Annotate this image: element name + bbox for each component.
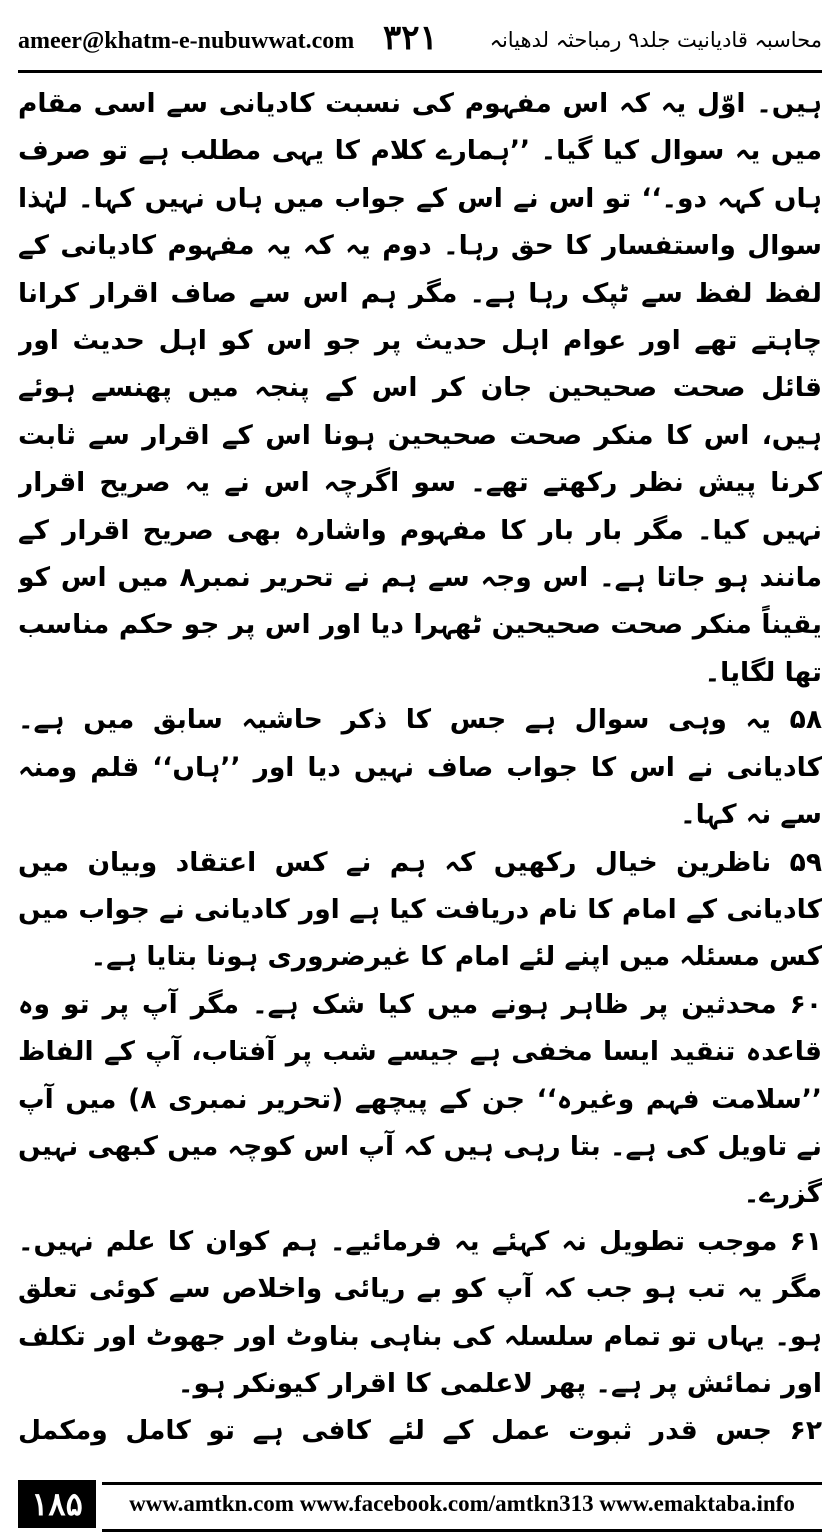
header-rule	[18, 70, 822, 73]
footer-page-number: ۱۸۵	[18, 1480, 96, 1528]
footer-links: www.amtkn.com www.facebook.com/amtkn313 www.emaktaba.info	[102, 1482, 822, 1532]
book-page-number: ۳۲۱	[383, 18, 438, 58]
footnote-61: ۶۱ موجب تطویل نہ کہئے یہ فرمائیے۔ ہم کوان کا علم نہیں۔ مگر یہ تب ہو جب کہ آپ کو بے ریائی واخلاص سے کوئی تعلق ہو۔ یہاں تو تمام سلسلہ کی بناہی بناوٹ اور جھوٹ اور تکلف اور نمائش پر ہے۔ پھر لاعلمی کا اقرار کیونکر ہو۔	[18, 1225, 822, 1399]
running-title: محاسبہ قادیانیت جلد۹ رمباحثہ لدھیانہ	[489, 28, 822, 52]
footnote-60: ۶۰ محدثین پر ظاہر ہونے میں کیا شک ہے۔ مگر آپ پر تو وہ قاعدہ تنقید ایسا مخفی ہے جیسے شب پر آفتاب، آپ کے الفاظ ’’سلامت فہم وغیرہ‘‘ جن کے پیچھے (تحریر نمبری ۸) میں آپ نے تاویل کی ہے۔ بتا رہی ہیں کہ آپ اس کوچہ میں کبھی نہیں گزرے۔	[18, 988, 822, 1210]
footnote-62: ۶۲ جس قدر ثبوت عمل کے لئے کافی ہے تو کامل ومکمل	[18, 1415, 822, 1447]
footnote-59: ۵۹ ناظرین خیال رکھیں کہ ہم نے کس اعتقاد وبیان میں کادیانی کے امام کا نام دریافت کیا ہے اور کادیانی نے جواب میں کس مسئلہ میں اپنے لئے امام کا غیرضروری ہونا بتایا ہے۔	[18, 846, 822, 973]
page-body	[18, 80, 822, 1450]
page-footer	[18, 1480, 822, 1528]
footnote-58: ۵۸ یہ وہی سوال ہے جس کا ذکر حاشیہ سابق میں ہے۔ کادیانی نے اس کا جواب صاف نہیں دیا اور ’’ہاں‘‘ قلم ومنہ سے نہ کہا۔	[18, 704, 822, 831]
header-email: ameer@khatm-e-nubuwwat.com	[18, 28, 355, 54]
page-header	[18, 14, 822, 72]
paragraph-continuation: ہیں۔ اوّل یہ کہ اس مفہوم کی نسبت کادیانی سے اسی مقام میں یہ سوال کیا گیا۔ ’’ہمارے کلام کا یہی مطلب ہے تو صرف ہاں کہہ دو۔‘‘ تو اس نے اس کے جواب میں ہاں نہیں کہا۔ لہٰذا سوال واستفسار کا حق رہا۔ دوم یہ کہ یہ مفہوم کادیانی کے لفظ لفظ سے ٹپک رہا ہے۔ مگر ہم اس سے صاف اقرار کرانا چاہتے تھے اور عوام اہل حدیث پر جو اس کو اہل حدیث اور قائل صحت صحیحین جان کر اس کے پنجہ میں پھنسے ہوئے ہیں، اس کا منکر صحت صحیحین ہونا اس کے اقرار سے ثابت کرنا پیش نظر رکھتے تھے۔ سو اگرچہ اس نے یہ صریح اقرار نہیں کیا۔ مگر بار بار کا مفہوم واشارہ بھی صریح اقرار کے مانند ہو جاتا ہے۔ اس وجہ سے ہم نے تحریر نمبر۸ میں اس کو یقیناً منکر صحت صحیحین ٹھہرا دیا اور اس پر جو حکم مناسب تھا لگایا۔	[18, 88, 822, 688]
